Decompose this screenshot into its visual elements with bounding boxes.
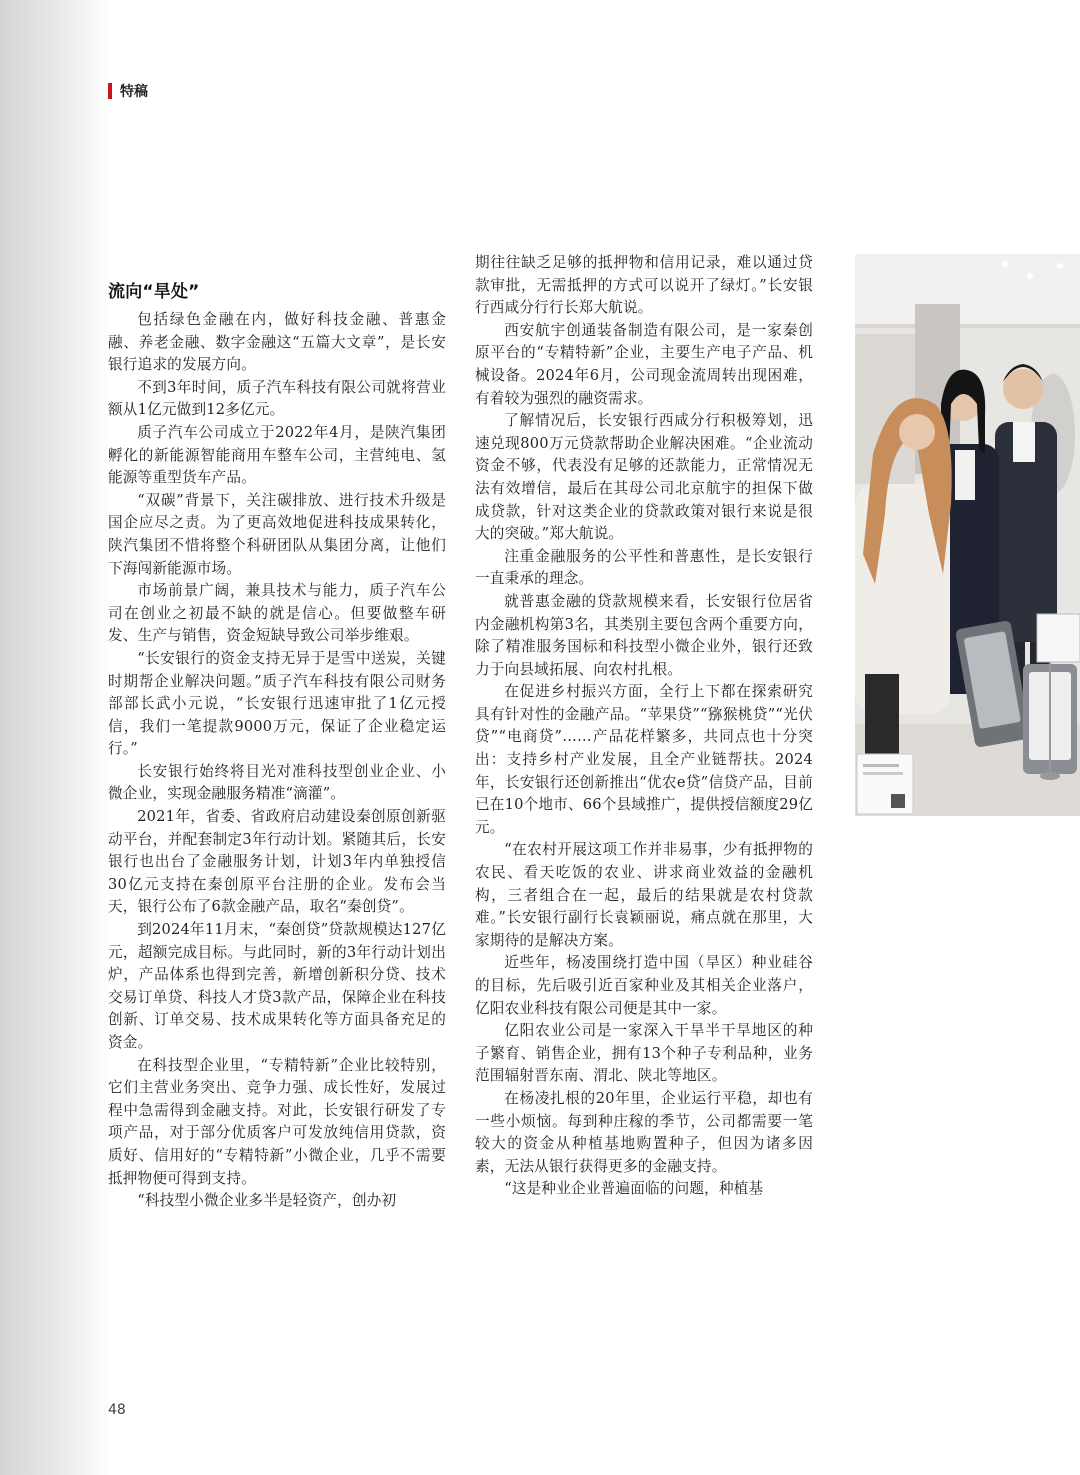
- article-column-2: [475, 252, 813, 1201]
- article-heading: 流向“旱处”: [108, 282, 200, 302]
- paragraph: “在农村开展这项工作并非易事，少有抵押物的农民、看天吃饭的农业、讲求商业效益的金融机构，三者组合在一起，最后的结果就是农村贷款难。”长安银行副行长袁颖丽说，痛点就在那里，大家期待的是解决方案。: [475, 841, 813, 949]
- paragraph: 西安航宇创通装备制造有限公司，是一家秦创原平台的“专精特新”企业，主要生产电子产品、机械设备。2024年6月，公司现金流周转出现困难，有着较为强烈的融资需求。: [475, 321, 813, 407]
- paragraph: 注重金融服务的公平性和普惠性，是长安银行一直秉承的理念。: [475, 547, 813, 588]
- paragraph: 到2024年11月末，“秦创贷”贷款规模达127亿元，超额完成目标。与此同时，新的3年行动计划出炉，产品体系也得到完善，新增创新积分贷、技术交易订单贷、科技人才贷3款产品，保障企业在科技创新、订单交易、技术成果转化等方面具备充足的资金。: [108, 921, 446, 1051]
- paragraph: “这是种业企业普遍面临的问题，种植基: [504, 1180, 764, 1198]
- paragraph: “长安银行的资金支持无异于是雪中送炭，关键时期帮企业解决问题。”质子汽车科技有限公司财务部部长武小元说，“长安银行迅速审批了1亿元授信，我们一笔提款9000万元，保证了企业稳定运行。”: [108, 649, 446, 758]
- page-spine-shadow: [0, 0, 112, 1475]
- paragraph: 近些年，杨凌围绕打造中国（旱区）种业硅谷的目标，先后吸引近百家种业及其相关企业落户，亿阳农业科技有限公司便是其中一家。: [475, 954, 813, 1017]
- paragraph: 质子汽车公司成立于2022年4月，是陕汽集团孵化的新能源智能商用车整车公司，主营纯电、氢能源等重型货车产品。: [108, 423, 446, 487]
- paragraph: 在杨凌扎根的20年里，企业运行平稳，却也有一些小烦恼。每到种庄稼的季节，公司都需要一笔较大的资金从种植基地购置种子，但因为诸多因素，无法从银行获得更多的金融支持。: [475, 1089, 813, 1175]
- paragraph: 不到3年时间，质子汽车科技有限公司就将营业额从1亿元做到12多亿元。: [108, 378, 446, 419]
- section-label: 特稿: [120, 84, 148, 100]
- paragraph: 了解情况后，长安银行西咸分行积极筹划，迅速兑现800万元贷款帮助企业解决困难。“企业流动资金不够，代表没有足够的还款能力，正常情况无法有效增信，最后在其母公司北京航宇的担保下做成贷款，针对这类企业的贷款政策对银行来说是很大的突破。”郑大航说。: [475, 412, 813, 543]
- section-marker: [108, 83, 112, 99]
- paragraph: 就普惠金融的贷款规模来看，长安银行位居省内金融机构第3名，其类别主要包含两个重要方向，除了精准服务国标和科技型小微企业外，银行还致力于向县域拓展、向农村扎根。: [475, 592, 813, 678]
- section-tag: [108, 80, 148, 102]
- paragraph: 亿阳农业公司是一家深入干旱半干旱地区的种子繁育、销售企业，拥有13个种子专利品种，业务范围辐射晋东南、渭北、陕北等地区。: [475, 1022, 813, 1085]
- article-column-1: [108, 279, 446, 1213]
- paragraph: 2021年，省委、省政府启动建设秦创原创新驱动平台，并配套制定3年行动计划。紧随其后，长安银行也出台了金融服务计划，计划3年内单独授信30亿元支持在秦创原平台注册的企业。发布会当天，银行公布了6款金融产品，取名“秦创贷”。: [108, 808, 446, 916]
- paragraph: 包括绿色金融在内，做好科技金融、普惠金融、养老金融、数字金融这“五篇大文章”，是长安银行追求的发展方向。: [108, 311, 446, 374]
- paragraph: 在促进乡村振兴方面，全行上下都在探索研究具有针对性的金融产品。“苹果贷”“猕猴桃贷”“光伏贷”“电商贷”……产品花样繁多，共同点也十分突出：支持乡村产业发展，且全产业链帮扶。2024年，长安银行还创新推出“优农e贷”信贷产品，目前已在10个地市、66个县域推广，提供授信额度29亿元。: [475, 683, 813, 836]
- paragraph: 长安银行始终将目光对准科技型创业企业、小微企业，实现金融服务精准“滴灌”。: [108, 762, 446, 803]
- paragraph: 市场前景广阔，兼具技术与能力，质子汽车公司在创业之初最不缺的就是信心。但要做整车研发、生产与销售，资金短缺导致公司举步维艰。: [108, 582, 446, 645]
- paragraph: “双碳”背景下，关注碳排放、进行技术升级是国企应尽之责。为了更高效地促进科技成果转化，陕汽集团不惜将整个科研团队从集团分离，让他们下海闯新能源市场。: [108, 491, 446, 577]
- article-photo: [855, 254, 1080, 816]
- paragraph-continued: 期往往缺乏足够的抵押物和信用记录，难以通过贷款审批，无需抵押的方式可以说开了绿灯。”长安银行西咸分行行长郑大航说。: [475, 254, 813, 317]
- paragraph: 在科技型企业里，“专精特新”企业比较特别，它们主营业务突出、竞争力强、成长性好，发展过程中急需得到金融支持。对此，长安银行研发了专项产品，对于部分优质客户可发放纯信用贷款，资质好、信用好的“专精特新”小微企业，几乎不需要抵押物便可得到支持。: [108, 1056, 446, 1187]
- paragraph: “科技型小微企业多半是轻资产，创办初: [137, 1192, 397, 1210]
- page-number: 48: [108, 1402, 126, 1418]
